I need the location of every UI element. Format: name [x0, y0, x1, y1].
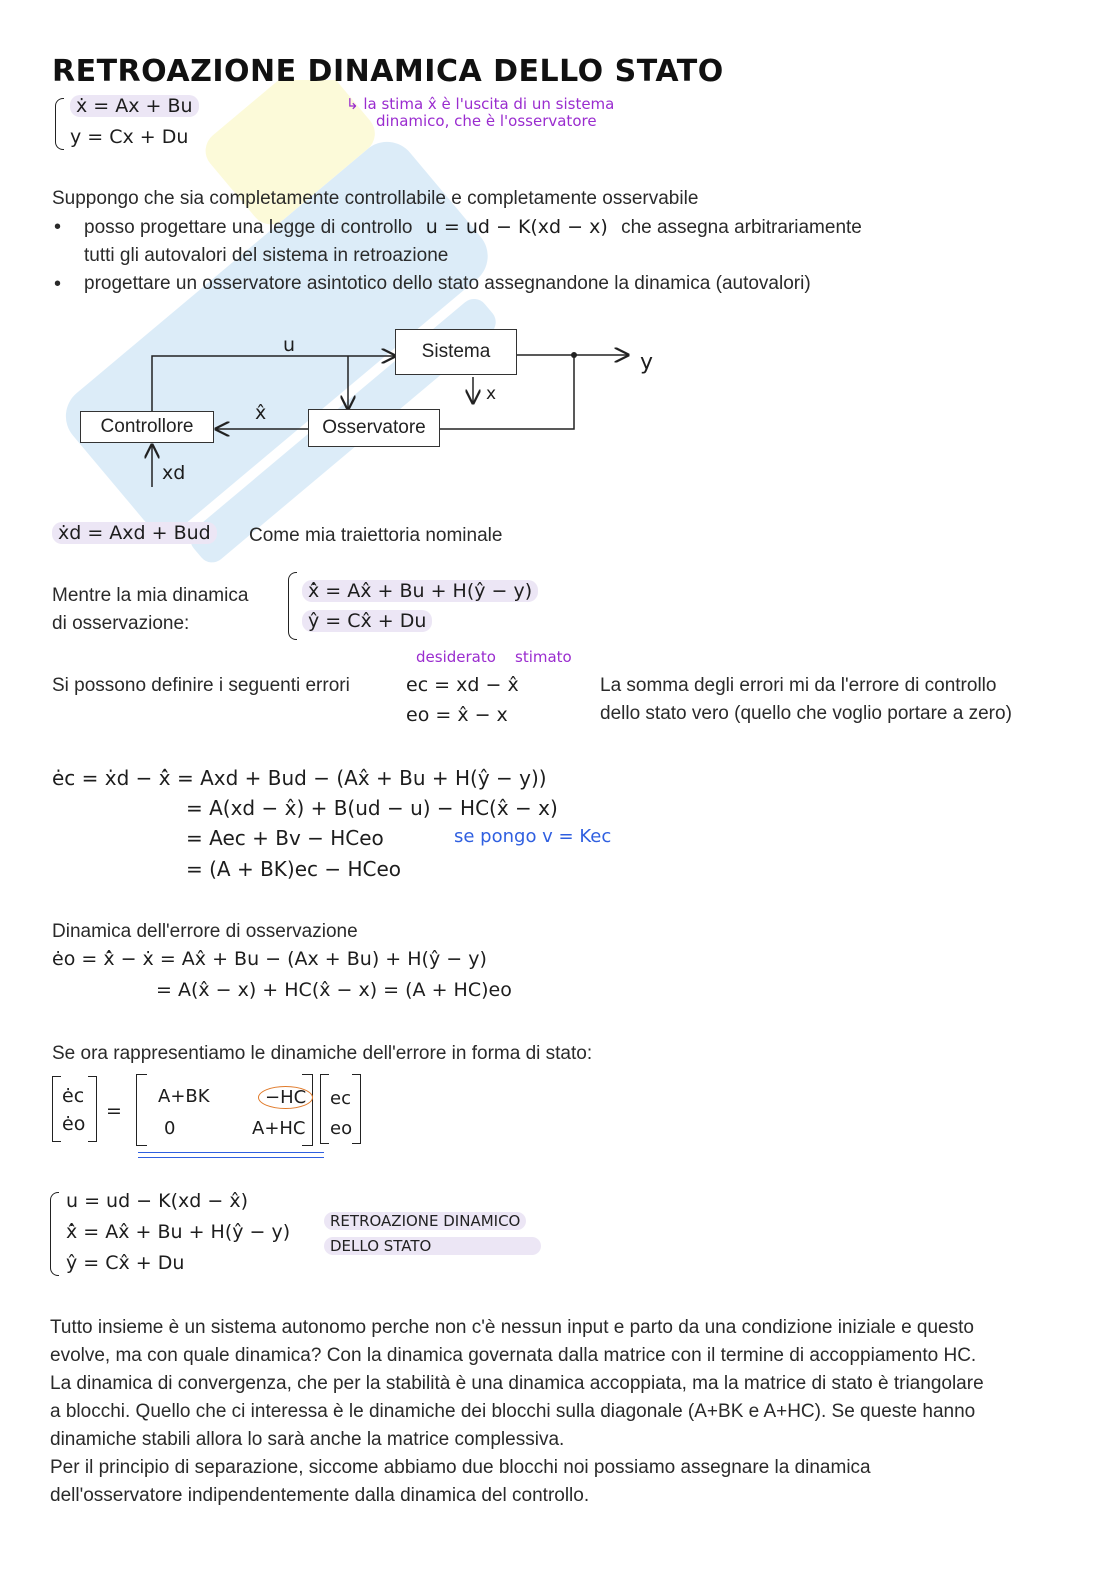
ec-deriv-line-4: = (A + BK)ec − HCeo — [186, 857, 402, 881]
matrix-left-bracket — [136, 1074, 147, 1146]
final-brace — [50, 1192, 59, 1276]
final-tag-1: RETROAZIONE DINAMICO — [324, 1212, 526, 1230]
errors-note: La somma degli errori mi da l'errore di controllo dello stato vero (quello che voglio portare a zero) — [600, 675, 1012, 724]
equals-sign: = — [106, 1100, 122, 1122]
obs-err-line-1: ėo = x̂̇ − ẋ = Ax̂ + Bu − (Ax + Bu) + H(ŷ − y) — [52, 948, 487, 970]
system-eq-1: ẋ = Ax + Bu — [70, 95, 199, 117]
intro-text: Suppongo che sia completamente controllabile e completamente osservabile — [52, 188, 699, 209]
matrix-m11: A+BK — [158, 1086, 210, 1107]
observer-brace — [288, 572, 297, 640]
nominal-label: Come mia traiettoria nominale — [249, 525, 503, 546]
label-y: y — [640, 350, 654, 375]
rhs-left-bracket — [320, 1074, 329, 1144]
ec-deriv-line-3: = Aec + Bv − HCeo — [186, 826, 384, 850]
final-eq-3: ŷ = Cx̂ + Du — [66, 1252, 185, 1274]
matrix-m12: −HC — [258, 1086, 313, 1109]
observer-eq-1: x̂̇ = Ax̂ + Bu + H(ŷ − y) — [302, 580, 538, 602]
note-observer-output: ↳ la stima x̂ è l'uscita di un sistema dinamico, che è l'osservatore — [346, 95, 615, 130]
error-ec: ec = xd − x̂ — [406, 674, 519, 696]
rhs-vector: ec eo — [330, 1088, 353, 1139]
osservatore-block: Osservatore — [308, 409, 440, 447]
observer-label: Mentre la mia dinamica di osservazione: — [52, 585, 249, 634]
final-eq-2: x̂̇ = Ax̂ + Bu + H(ŷ − y) — [66, 1221, 291, 1243]
note-stimato: stimato — [515, 648, 572, 666]
bullet-list — [52, 213, 1052, 298]
matrix-underline — [138, 1152, 324, 1158]
lhs-vector: ėc ėo — [62, 1085, 86, 1135]
system-eq-2: y = Cx + Du — [70, 126, 189, 148]
lhs-left-bracket — [52, 1076, 61, 1142]
u-signal-line — [152, 356, 395, 411]
observer-eq-2: ŷ = Cx̂ + Du — [302, 610, 432, 632]
nominal-formula: ẋd = Axd + Bud — [52, 522, 217, 544]
note-v-kec: se pongo v = Kec — [454, 826, 612, 847]
error-eo: eo = x̂ − x — [406, 704, 508, 726]
bullet-item: • posso progettare una legge di controllo u = ud − K(xd − x) che assegna arbitrariamente tutti gli autovalori del sistema in retroazione — [52, 213, 1052, 270]
note-desiderato: desiderato — [416, 648, 496, 666]
label-xd: xd — [162, 462, 186, 484]
obs-err-title: Dinamica dell'errore di osservazione — [52, 921, 358, 942]
final-tag-2: DELLO STATO — [324, 1237, 541, 1255]
conclusion-paragraph: Tutto insieme è un sistema autonomo perche non c'è nessun input e parto da una condizione iniziale e questo evolve, ma con quale dinamica? Con la dinamica governata dalla matrice con il termine di accoppiamento HC. La dinamica di convergenza, che per la stabilità è una dinamica accoppiata, ma la matrice di stato è triangolare a blocchi. Quello che ci interessa è le dinamiche dei blocchi sulla diagonale (A+BK e A+HC). Se queste hanno dinamiche stabili allora lo sarà anche la matrice complessiva. Per il principio di separazione, siccome abbiamo due blocchi noi possiamo assegnare la dinamica dell'osservatore indipendentemente dalla dinamica del controllo. — [50, 1317, 984, 1506]
state-form-intro: Se ora rappresentiamo le dinamiche dell'errore in forma di stato: — [52, 1043, 593, 1064]
system-brace — [55, 98, 64, 150]
lhs-right-bracket — [88, 1076, 97, 1142]
matrix-m22: A+HC — [252, 1118, 306, 1139]
label-x: x — [486, 384, 497, 404]
rhs-right-bracket — [352, 1074, 361, 1144]
errors-label: Si possono definire i seguenti errori — [52, 675, 350, 696]
label-u: u — [283, 334, 296, 356]
ec-deriv-line-2: = A(xd − x̂) + B(ud − u) − HC(x̂ − x) — [186, 796, 558, 820]
sistema-block: Sistema — [395, 329, 517, 375]
matrix-m21: 0 — [164, 1118, 176, 1139]
obs-err-line-2: = A(x̂ − x) + HC(x̂ − x) = (A + HC)eo — [156, 979, 512, 1001]
bullet-item: • progettare un osservatore asintotico dello stato assegnandone la dinamica (autovalori) — [52, 270, 1052, 298]
ec-deriv-line-1: ėc = ẋd − x̂̇ = Axd + Bud − (Ax̂ + Bu + H(ŷ − y)) — [52, 766, 547, 790]
label-xhat: x̂ — [255, 402, 267, 424]
final-eq-1: u = ud − K(xd − x̂) — [66, 1190, 248, 1212]
controllore-block: Controllore — [80, 411, 214, 443]
page-title: RETROAZIONE DINAMICA DELLO STATO — [52, 54, 724, 89]
